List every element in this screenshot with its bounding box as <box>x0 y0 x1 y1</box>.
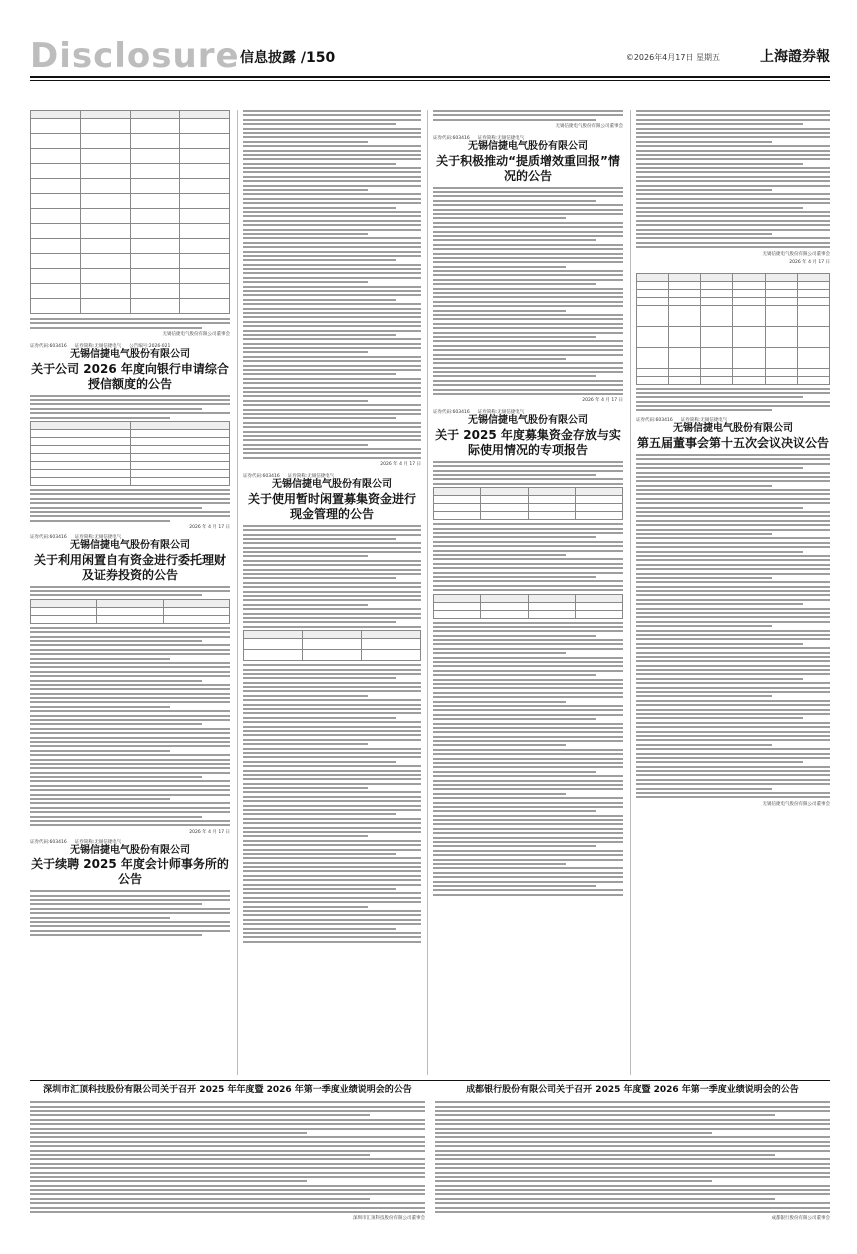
company-name: 无锡信捷电气股份有限公司 <box>70 540 190 552</box>
investment-table <box>30 599 230 624</box>
masthead-rule-thin <box>30 80 830 81</box>
notice-title-credit: 关于公司 2026 年度向银行申请综合授信额度的公告 <box>31 361 229 391</box>
masthead-rule <box>30 76 830 78</box>
bottom-notice-right: 成都银行股份有限公司关于召开 2025 年度暨 2026 年第一季度业绩说明会的公告 成都银行股份有限公司董事会 <box>435 1085 830 1235</box>
notice-title-board: 第五届董事会第十五次会议决议公告 <box>636 435 829 450</box>
signature: 无锡信捷电气股份有限公司董事会 <box>162 332 230 338</box>
column-2: 2026 年 4 月 17 日 证券代码:603416 证券简称:无锡信捷电气 无锡信捷电气股份有限公司 关于使用暂时闲置募集资金进行现金管理的公告 <box>243 110 421 945</box>
notice-title-fund-usage: 关于 2025 年度募集资金存放与实际使用情况的专项报告 <box>435 427 621 457</box>
fund-comparison-table <box>636 273 830 385</box>
notice-title-chengdu-bank: 成都银行股份有限公司关于召开 2025 年度暨 2026 年第一季度业绩说明会的公告 <box>466 1085 799 1095</box>
notice-title-goodix: 深圳市汇顶科技股份有限公司关于召开 2025 年年度暨 2026 年第一季度业绩说明会的公告 <box>43 1085 412 1095</box>
notice-title-cash-management: 关于使用暂时闲置募集资金进行现金管理的公告 <box>247 491 416 521</box>
section-title: 信息披露 /150 <box>240 50 336 66</box>
column-divider <box>237 110 238 1075</box>
column-divider <box>427 110 428 1075</box>
issue-date: ©2026年4月17日 星期五 <box>625 53 720 62</box>
bottom-notice-left: 深圳市汇顶科技股份有限公司关于召开 2025 年年度暨 2026 年第一季度业绩说明会的公告 深圳市汇顶科技股份有限公司董事会 <box>30 1085 425 1235</box>
column-3: 无锡信捷电气股份有限公司董事会 证券代码:603416 证券简称:无锡信捷电气 无锡信捷电气股份有限公司 关于积极推动“提质增效重回报”情况的公告 2026 年 4 月 17 日 证券代码:603416 证券简称:无锡信捷电气 无锡信捷电气股份有限公司 关于 2025 年度募集资金存放与实际使用情况的专项报告 <box>433 110 623 898</box>
brand-logo: Disclosure <box>30 36 240 76</box>
newspaper-name: 上海證券報 <box>760 49 830 65</box>
credit-table <box>30 110 230 314</box>
column-4: 无锡信捷电气股份有限公司董事会 2026 年 4 月 17 日 证券代码:603416 证券简称:无锡信捷电气 无锡信捷电气股份有限公司 第五届董事会第十五次会议决议公告 无锡信捷电气股份有限公司董事会 <box>636 110 830 807</box>
notice-title-quality: 关于积极推动“提质增效重回报”情况的公告 <box>436 153 620 183</box>
notice-title-entrusted: 关于利用闲置自有资金进行委托理财及证券投资的公告 <box>33 552 226 582</box>
credit-summary-table <box>30 421 230 486</box>
company-name: 无锡信捷电气股份有限公司 <box>272 479 392 491</box>
company-name: 无锡信捷电气股份有限公司 <box>673 423 793 435</box>
column-1: 无锡信捷电气股份有限公司董事会 证券代码:603416 证券简称:无锡信捷电气 公告编号:2026-021 无锡信捷电气股份有限公司 关于公司 2026 年度向银行申请综合授信额度的公告 2026 年 4 月 17 日 证券代码:603416 证券简称:无锡信捷电气 无锡信捷电气股份有限公司 关于利用闲置自有资金进行委托理财及证券投资的公告 2026 年 4 月 17 日 证券代码:603416 证券简称:无锡信捷电气 无锡信捷电气股份有限公司 关于续聘 2025 年度会计师事务所的公告 <box>30 110 230 939</box>
bottom-rule <box>30 1080 830 1081</box>
company-name: 无锡信捷电气股份有限公司 <box>468 141 588 153</box>
company-name: 无锡信捷电气股份有限公司 <box>70 349 190 361</box>
company-name: 无锡信捷电气股份有限公司 <box>70 844 190 856</box>
column-divider <box>630 110 631 1075</box>
account-table <box>433 594 623 619</box>
notice-title-auditor: 关于续聘 2025 年度会计师事务所的公告 <box>31 857 229 887</box>
company-name: 无锡信捷电气股份有限公司 <box>468 415 588 427</box>
fund-table <box>243 630 421 661</box>
fund-usage-table <box>433 487 623 520</box>
code-line: 证券代码:603416 证券简称:无锡信捷电气 公告编号:2026-021 <box>30 344 171 350</box>
masthead <box>30 38 830 74</box>
